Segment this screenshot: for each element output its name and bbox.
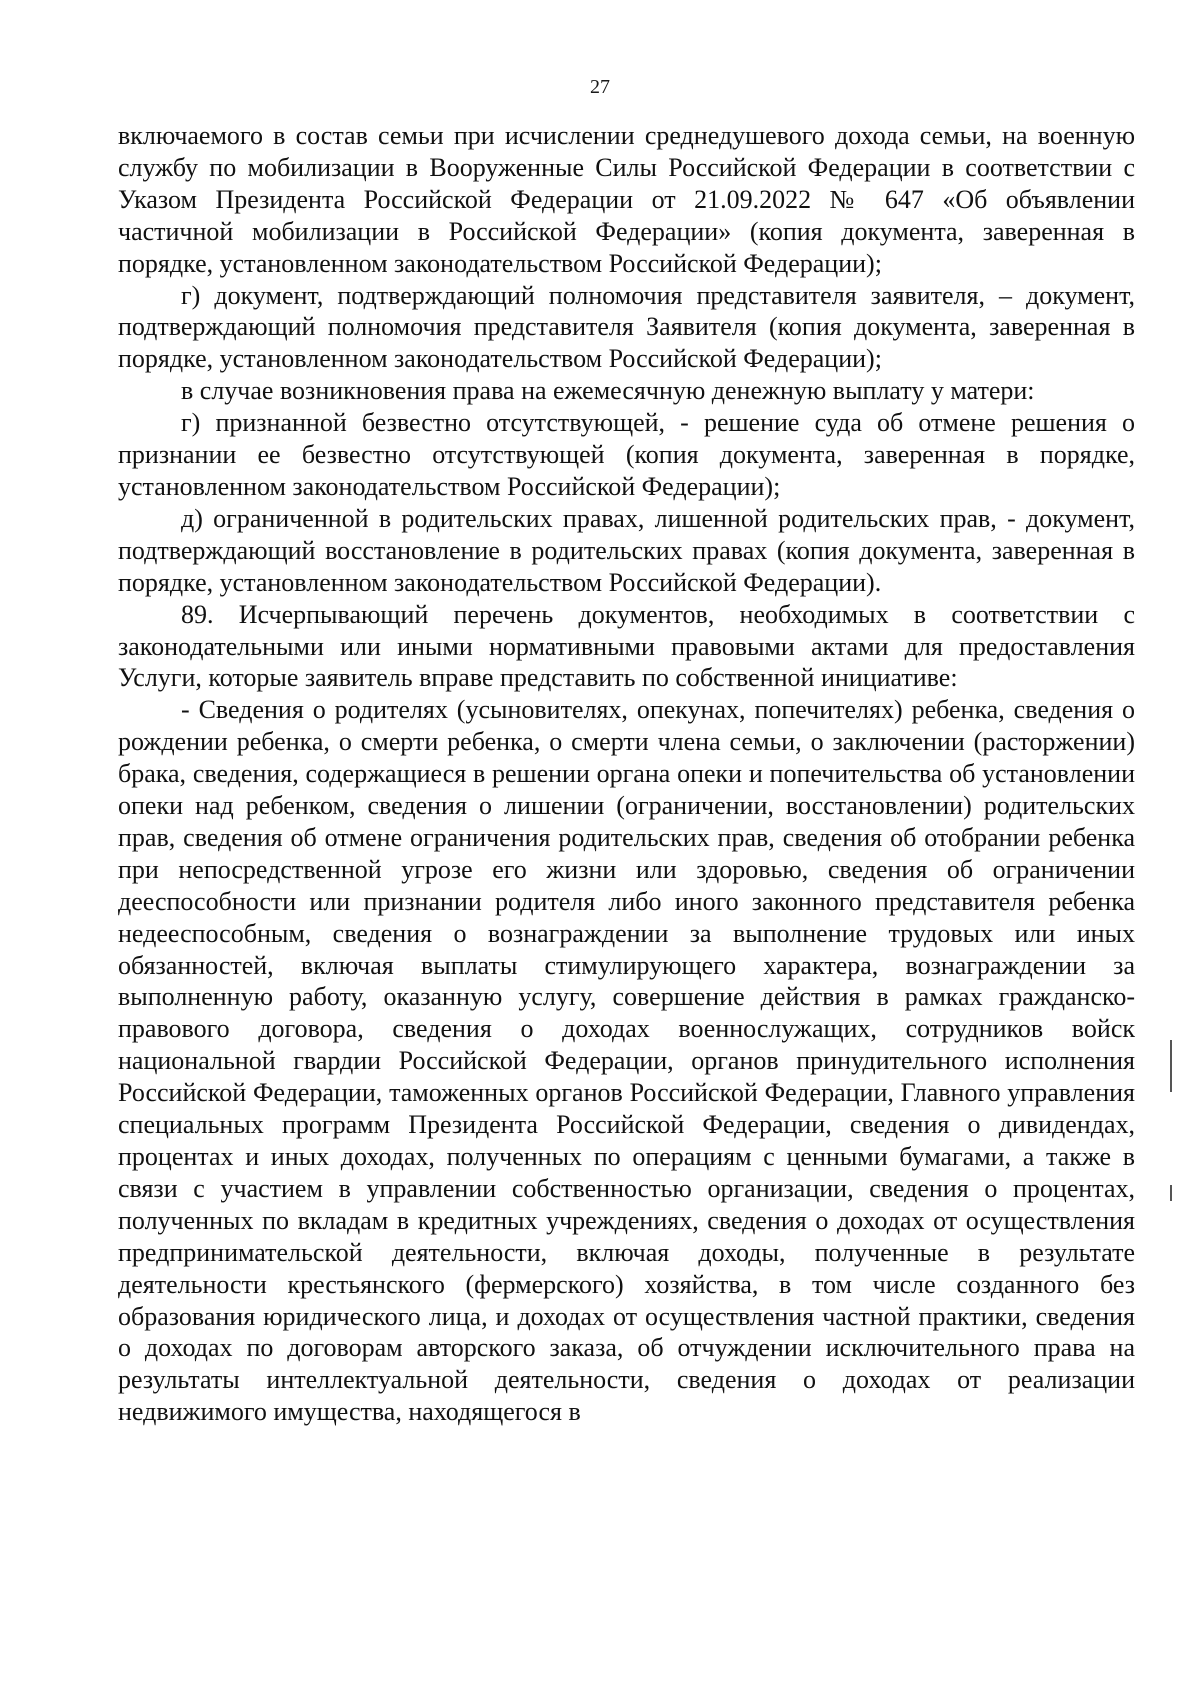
scan-mark-lower	[1170, 1185, 1172, 1201]
paragraph-item-d-restricted: д) ограниченной в родительских правах, лишенной родительских прав, - документ, подтверждающий восстановление в родительских правах (копия документа, заверенная в порядке, установленном законодательством Российской Федерации).	[118, 503, 1135, 597]
paragraph-item-g-representative: г) документ, подтверждающий полномочия представителя заявителя, – документ, подтверждающий полномочия представителя Заявителя (копия документа, заверенная в порядке, установленном законодательством Российской Федерации);	[118, 280, 1135, 374]
document-body	[118, 120, 1135, 1428]
paragraph-information-list: - Сведения о родителях (усыновителях, опекунах, попечителях) ребенка, сведения о рождении ребенка, о смерти ребенка, о смерти члена семьи, о заключении (расторжении) брака, сведения, содержащиеся в решении органа опеки и попечительства об установлении опеки над ребенком, сведения о лишении (ограничении, восстановлении) родительских прав, сведения об отмене ограничения родительских прав, сведения об отобрании ребенка при непосредственной угрозе его жизни или здоровью, сведения об ограничении дееспособности или признании родителя либо иного законного представителя ребенка недееспособным, сведения о вознаграждении за выполнение трудовых или иных обязанностей, включая выплаты стимулирующего характера, вознаграждении за выполненную работу, оказанную услугу, совершение действия в рамках гражданско-правового договора, сведения о доходах военнослужащих, сотрудников войск национальной гвардии Российской Федерации, органов принудительного исполнения Российской Федерации, таможенных органов Российской Федерации, Главного управления специальных программ Президента Российской Федерации, сведения о дивидендах, процентах и иных доходах, полученных по операциям с ценными бумагами, а также в связи с участием в управлении собственностью организации, сведения о процентах, полученных по вкладам в кредитных учреждениях, сведения о доходах от осуществления предпринимательской деятельности, включая доходы, полученные в результате деятельности крестьянского (фермерского) хозяйства, в том числе созданного без образования юридического лица, и доходах от осуществления частной практики, сведения о доходах по договорам авторского заказа, об отчуждении исключительного права на результаты интеллектуальной деятельности, сведения о доходах от реализации недвижимого имущества, находящегося в	[118, 695, 1135, 1427]
paragraph-item-g-missing: г) признанной безвестно отсутствующей, - решение суда об отмене решения о признании ее безвестно отсутствующей (копия документа, заверенная в порядке, установленном законодательством Российской Федерации);	[118, 408, 1135, 501]
page-number: 27	[590, 76, 610, 98]
paragraph-continuation: включаемого в состав семьи при исчислении среднедушевого дохода семьи, на военную службу по мобилизации в Вооруженные Силы Российской Федерации в соответствии с Указом Президента Российской Федерации от 21.09.2022 № 647 «Об объявлении частичной мобилизации в Российской Федерации» (копия документа, заверенная в порядке, установленном законодательством Российской Федерации);	[118, 121, 1135, 278]
scan-mark-upper	[1170, 1040, 1172, 1092]
paragraph-section-89: 89. Исчерпывающий перечень документов, необходимых в соответствии с законодательными или иными нормативными правовыми актами для предоставления Услуги, которые заявитель вправе представить по собственной инициативе:	[118, 599, 1135, 693]
paragraph-mother-case-intro: в случае возникновения права на ежемесячную денежную выплату у матери:	[181, 376, 1035, 406]
